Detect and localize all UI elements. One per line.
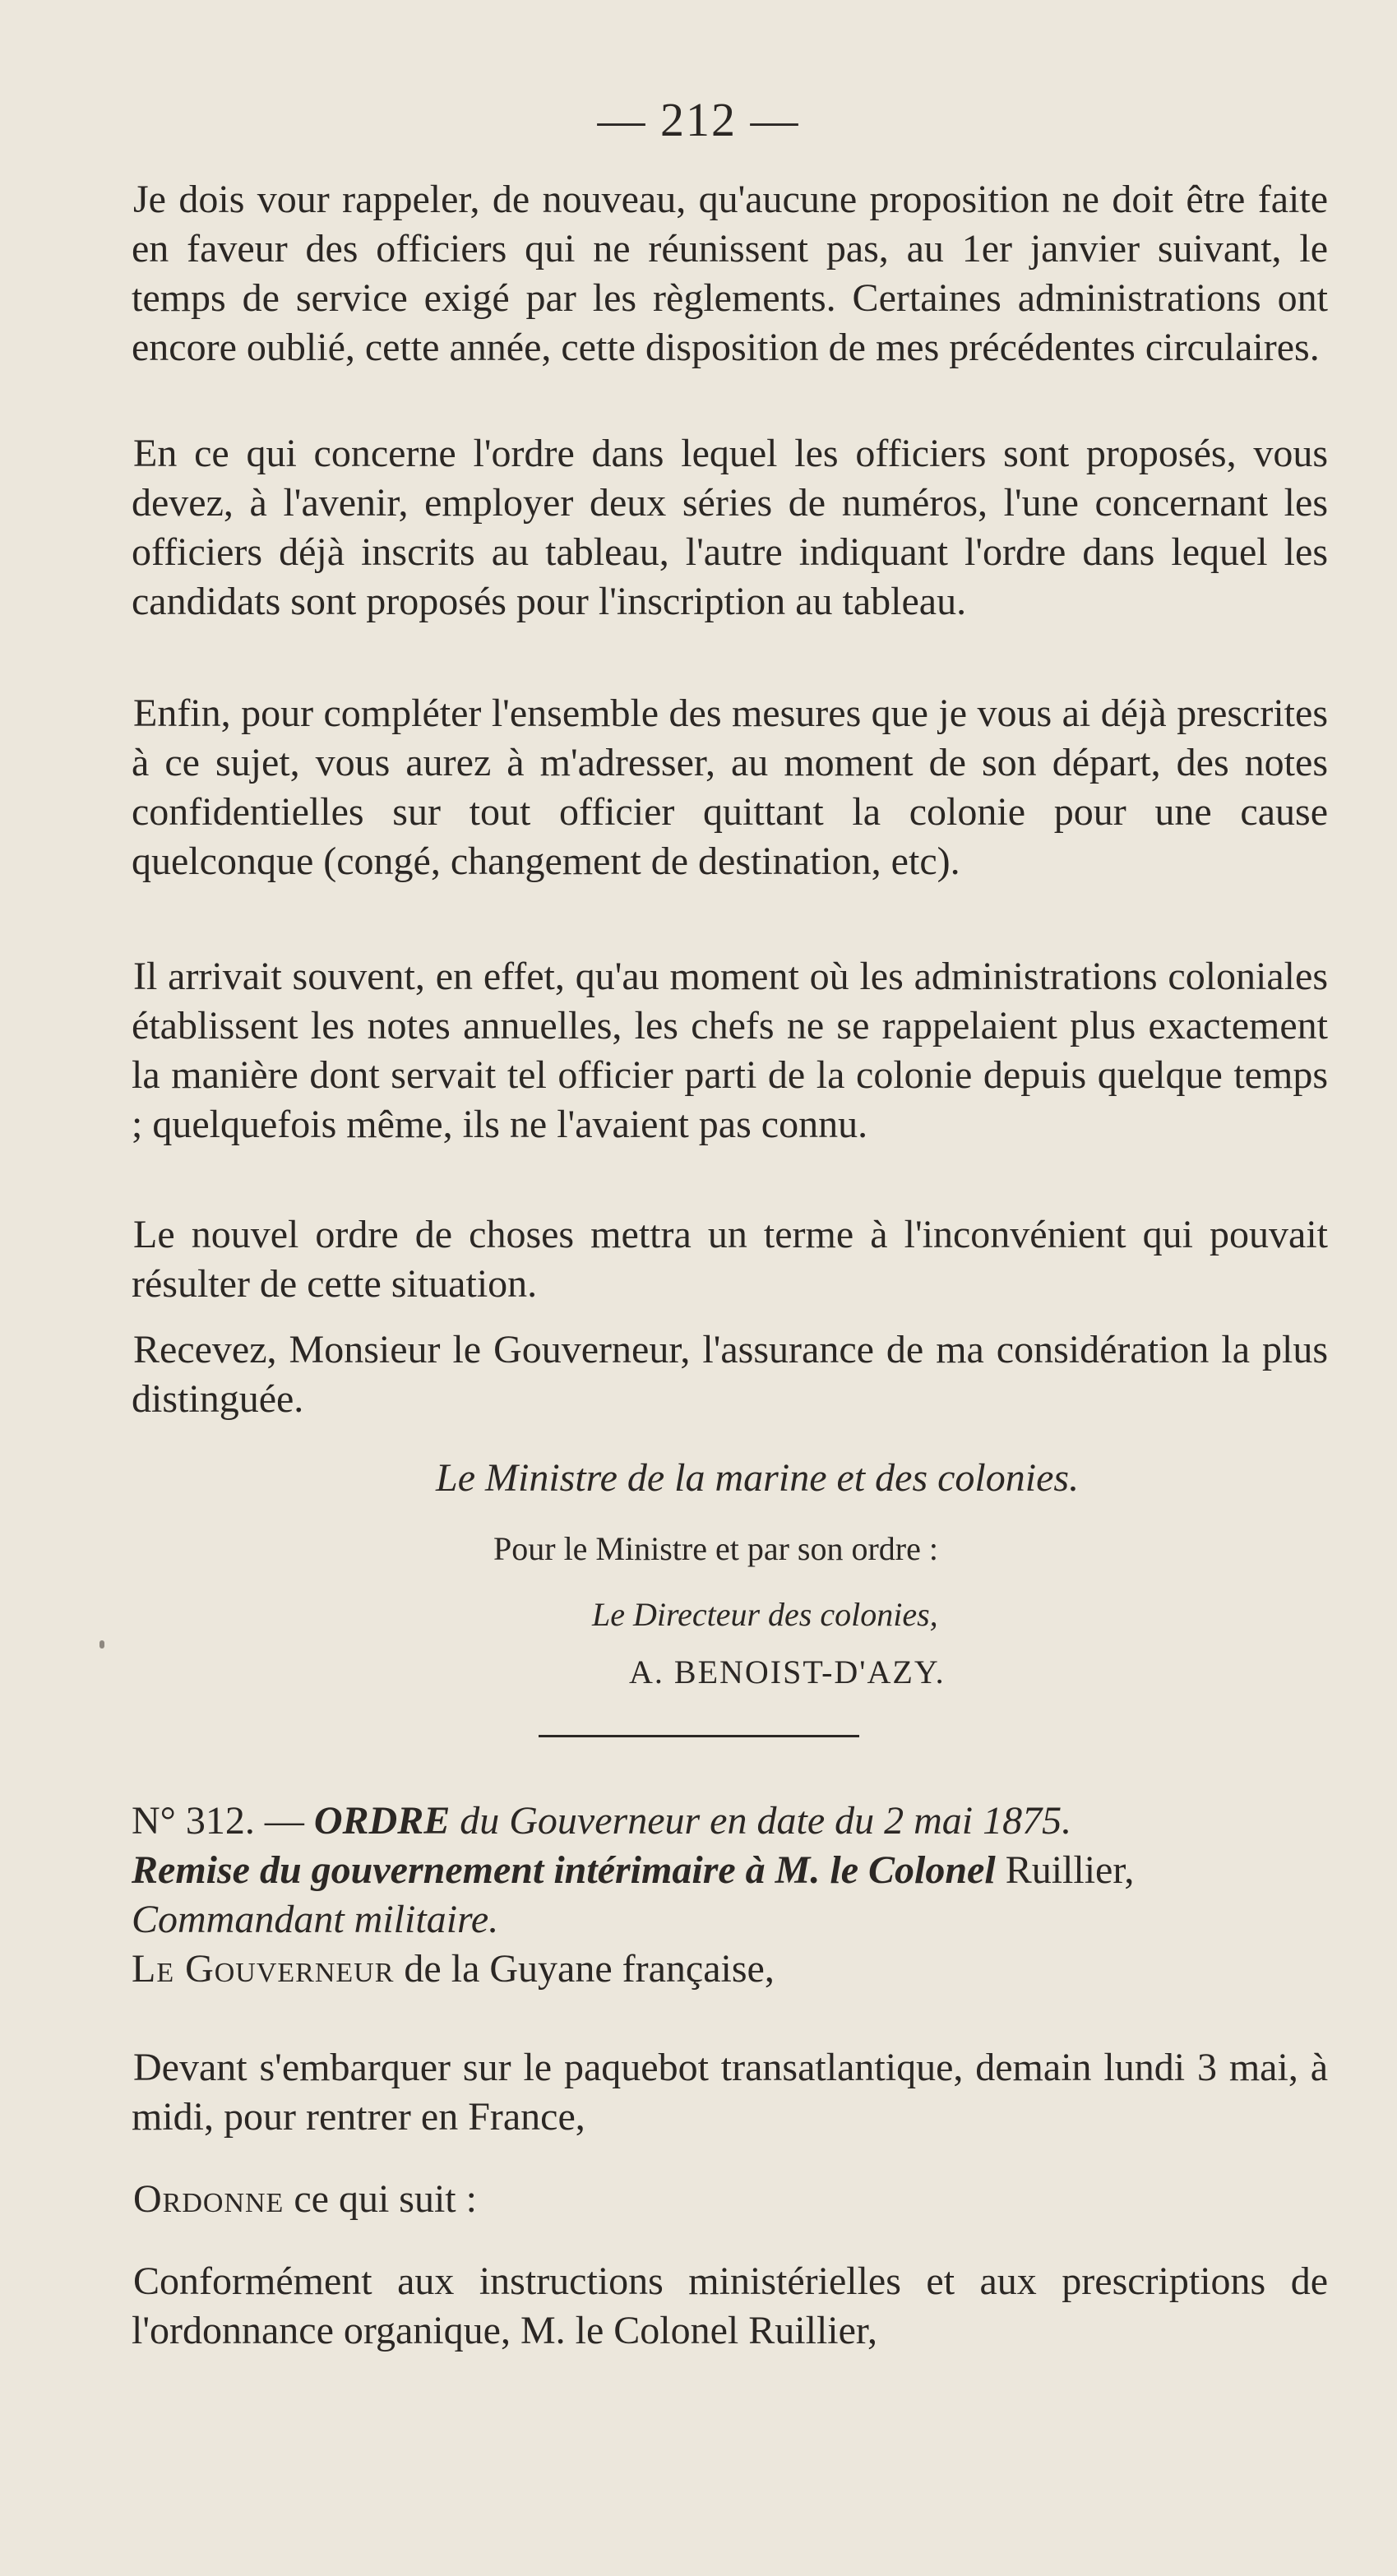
paragraph-8: Conformément aux instructions ministérielles et aux prescriptions de l'ordonnance organique, M. le Colonel Ruillier, [132,2259,1328,2352]
governor-line [132,1945,1328,1994]
paragraph-7: Devant s'embarquer sur le paquebot transatlantique, demain lundi 3 mai, à midi, pour rentrer en France, [132,2046,1328,2139]
paragraph-2: En ce qui concerne l'ordre dans lequel les officiers sont proposés, vous devez, à l'avenir, employer deux séries de numéros, l'une concernant les officiers déjà inscrits au tableau, l'autre indiquant l'ordre dans lequel les candidats sont proposés pour l'inscription au tableau. [132,432,1328,623]
margin-mark [99,1640,104,1649]
page-number: — 212 — [597,93,800,146]
ordonne-rest: ce qui suit : [294,2177,477,2221]
section-divider [539,1735,859,1737]
paragraph-4: Il arrivait souvent, en effet, qu'au moment où les administrations coloniales établissent les notes annuelles, les chefs ne se rappelaient plus exactement la manière dont servait tel officier parti de la colonie depuis quelque temps ; quelquefois même, ils ne l'avaient pas connu. [132,955,1328,1146]
paragraph-6: Recevez, Monsieur le Gouverneur, l'assurance de ma considération la plus distinguée. [132,1328,1328,1421]
ordre-heading [132,1797,1328,1945]
ordonne-line [132,2175,1328,2224]
ordre-name: Ruillier, [1005,1848,1135,1892]
ordonne-caps: Ordonne [133,2177,284,2221]
paragraph-1: Je dois vour rappeler, de nouveau, qu'aucune proposition ne doit être faite en faveur des officiers qui ne réunissent pas, au 1er janvier suivant, le temps de service exigé par les règlements. Certaines administrations ont encore oublié, cette année, cette disposition de mes précédentes circulaires. [132,178,1328,369]
governor-caps: Le Gouverneur [132,1947,395,1991]
ordre-remise: Remise du gouvernement intérimaire à M. le Colonel [132,1848,996,1892]
paragraph-3: Enfin, pour compléter l'ensemble des mesures que je vous ai déjà prescrites à ce sujet, vous aurez à m'adresser, au moment de son départ, des notes confidentielles sur tout officier quittant la colonie pour une cause quelconque (congé, changement de destination, etc). [132,691,1328,883]
ordre-title-rest: du Gouverneur en date du 2 mai 1875. [460,1799,1072,1843]
signature-name: A. BENOIST-D'AZY. [629,1653,946,1690]
governor-rest: de la Guyane française, [404,1947,775,1991]
signature-delegation: Pour le Ministre et par son ordre : [493,1530,938,1567]
paragraph-5: Le nouvel ordre de choses mettra un terme à l'inconvénient qui pouvait résulter de cette situation. [132,1213,1328,1306]
signature-director: Le Directeur des colonies, [592,1596,938,1633]
signature-title: Le Ministre de la marine et des colonies. [436,1456,1080,1500]
ordre-role: Commandant militaire. [132,1898,499,1941]
ordre-title-word: ORDRE [313,1799,451,1843]
ordre-number: N° 312. — [132,1799,304,1843]
